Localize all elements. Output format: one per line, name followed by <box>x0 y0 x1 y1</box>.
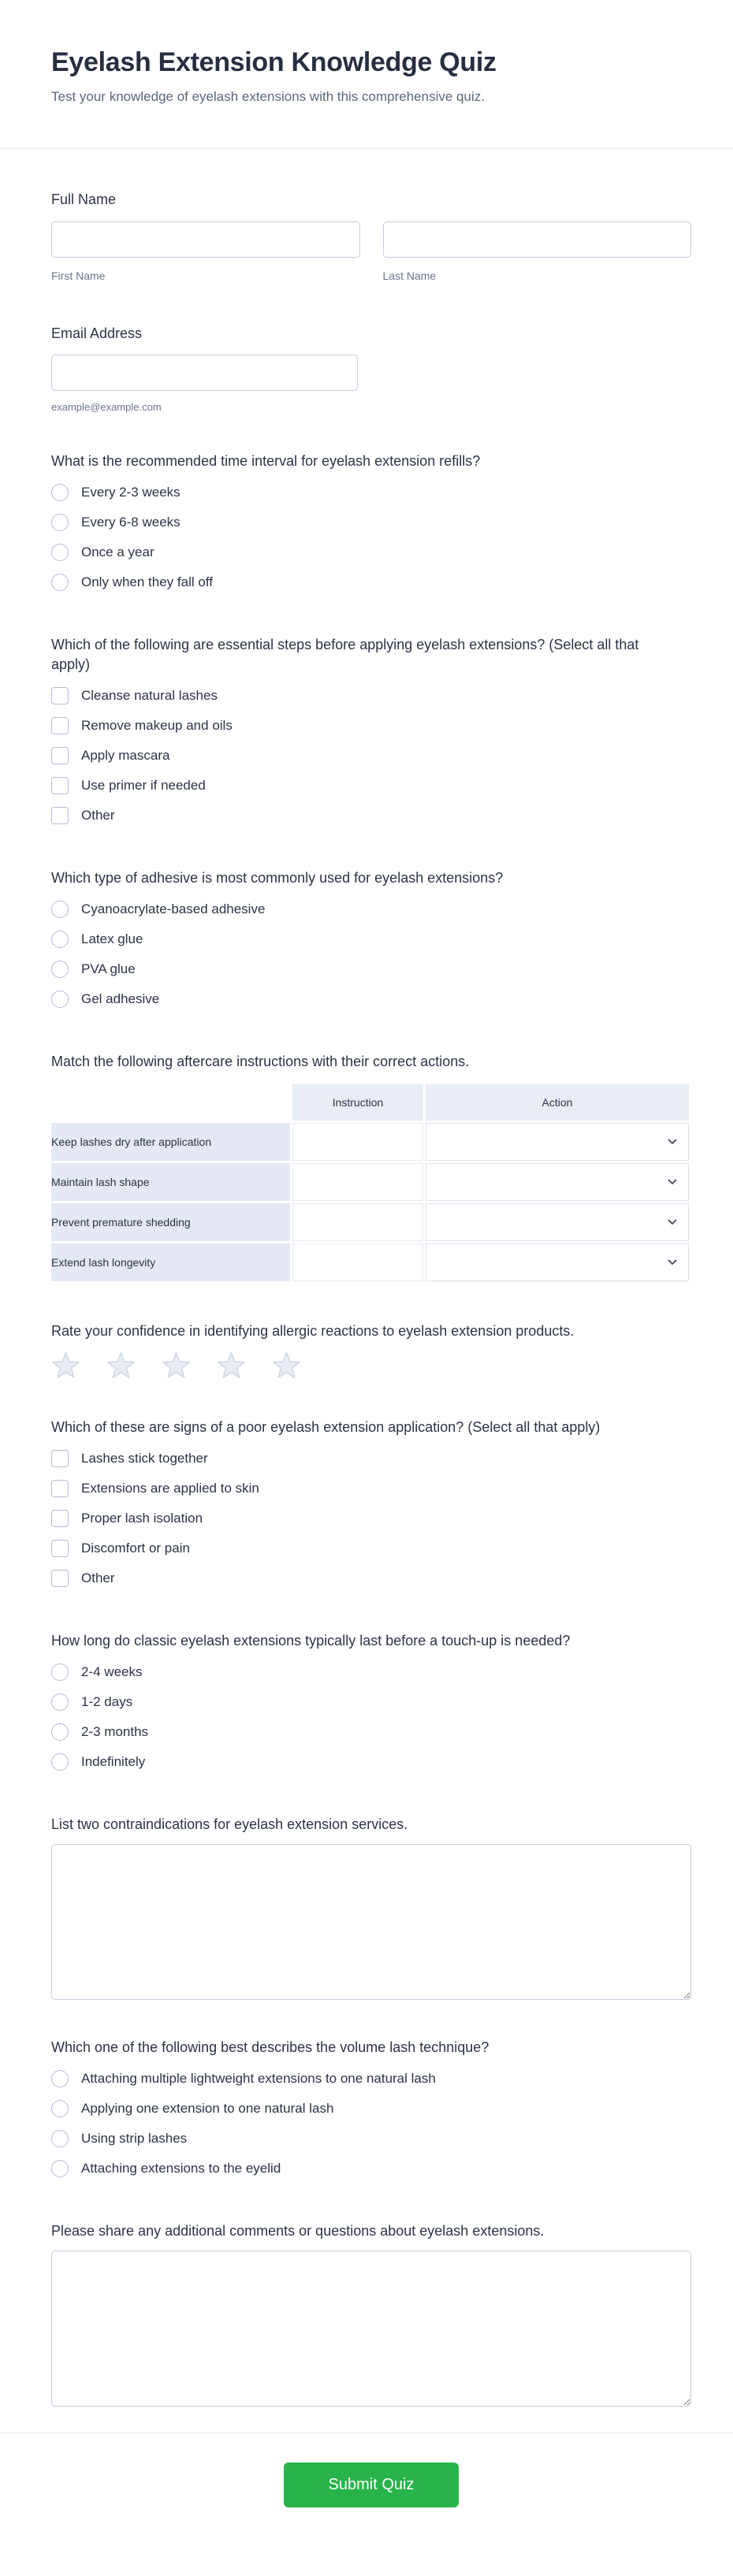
radio-option[interactable] <box>51 1717 691 1747</box>
chevron-down-icon <box>668 1139 677 1145</box>
question-label: Which type of adhesive is most commonly used for eyelash extensions? <box>51 870 504 886</box>
contraindications-textarea[interactable] <box>51 1844 691 2000</box>
radio-icon[interactable] <box>51 901 69 918</box>
checkbox-option[interactable] <box>51 1563 691 1593</box>
checkbox-option[interactable] <box>51 711 691 741</box>
radio-options <box>51 894 691 1014</box>
question-additional-comments <box>51 2221 691 2407</box>
match-table-row <box>51 1203 689 1241</box>
action-select[interactable] <box>426 1123 689 1161</box>
option-label: Using strip lashes <box>81 2131 188 2146</box>
checkbox-option[interactable] <box>51 741 691 771</box>
checkbox-option[interactable] <box>51 681 691 711</box>
option-label: Attaching extensions to the eyelid <box>81 2161 281 2176</box>
question-classic-duration <box>51 1631 691 1777</box>
name-inputs-row <box>51 221 691 258</box>
match-row-label: Prevent premature shedding <box>51 1203 290 1241</box>
option-label: Indefinitely <box>81 1754 146 1769</box>
option-label: Proper lash isolation <box>81 1511 203 1526</box>
checkbox-icon[interactable] <box>51 687 69 704</box>
match-table-row <box>51 1243 689 1281</box>
star-5[interactable] <box>272 1352 301 1380</box>
radio-option[interactable] <box>51 2124 691 2154</box>
match-row-label: Maintain lash shape <box>51 1163 290 1201</box>
star-4[interactable] <box>217 1352 246 1380</box>
column-header-instruction: Instruction <box>292 1084 423 1121</box>
option-label: Every 6-8 weeks <box>81 515 180 530</box>
star-1[interactable] <box>51 1352 80 1380</box>
option-label: Extensions are applied to skin <box>81 1481 259 1496</box>
radio-icon[interactable] <box>51 991 69 1008</box>
option-label: Cleanse natural lashes <box>81 688 218 703</box>
email-field <box>51 324 691 414</box>
star-2[interactable] <box>106 1352 136 1380</box>
question-poor-application-signs <box>51 1418 691 1593</box>
radio-icon[interactable] <box>51 574 69 591</box>
radio-option[interactable] <box>51 1657 691 1687</box>
last-name-sublabel: Last Name <box>382 269 437 282</box>
radio-options <box>51 2064 691 2184</box>
radio-icon[interactable] <box>51 1723 69 1741</box>
column-header-action: Action <box>426 1084 689 1121</box>
question-adhesive-type <box>51 868 691 1014</box>
match-table-row <box>51 1163 689 1201</box>
match-table-row <box>51 1123 689 1161</box>
star-3[interactable] <box>162 1352 191 1380</box>
match-table <box>49 1082 691 1284</box>
checkbox-icon[interactable] <box>51 1450 69 1467</box>
submit-button[interactable]: Submit Quiz <box>284 2463 459 2507</box>
question-label: Please share any additional comments or questions about eyelash extensions. <box>51 2223 545 2239</box>
radio-option[interactable] <box>51 1747 691 1777</box>
radio-option[interactable] <box>51 2064 691 2094</box>
radio-icon[interactable] <box>51 1663 69 1681</box>
instruction-cell[interactable] <box>292 1243 423 1281</box>
radio-option[interactable] <box>51 478 691 507</box>
action-select[interactable] <box>426 1203 689 1241</box>
checkbox-icon[interactable] <box>51 777 69 794</box>
page-title: Eyelash Extension Knowledge Quiz <box>51 47 497 77</box>
checkbox-option[interactable] <box>51 801 691 831</box>
option-label: Applying one extension to one natural lash <box>81 2101 334 2116</box>
chevron-down-icon <box>668 1219 677 1225</box>
question-essential-steps <box>51 635 691 831</box>
last-name-input[interactable] <box>383 221 692 258</box>
question-label: What is the recommended time interval for eyelash extension refills? <box>51 453 481 469</box>
question-label: How long do classic eyelash extensions typically last before a touch-up is needed? <box>51 1633 571 1649</box>
option-label: PVA glue <box>81 961 136 976</box>
radio-icon[interactable] <box>51 961 69 978</box>
checkbox-options <box>51 1444 691 1593</box>
option-label: Only when they fall off <box>81 574 213 589</box>
checkbox-icon[interactable] <box>51 747 69 764</box>
checkbox-option[interactable] <box>51 1504 691 1533</box>
action-select[interactable] <box>426 1243 689 1281</box>
question-confidence-rating <box>51 1321 691 1380</box>
radio-option[interactable] <box>51 1687 691 1717</box>
radio-icon[interactable] <box>51 1753 69 1771</box>
question-contraindications <box>51 1815 691 2000</box>
email-label: Email Address <box>51 325 143 341</box>
star-icon <box>217 1352 246 1380</box>
radio-icon[interactable] <box>51 2160 69 2177</box>
question-label: List two contraindications for eyelash extension services. <box>51 1816 408 1832</box>
option-label: Discomfort or pain <box>81 1541 190 1556</box>
full-name-field <box>51 190 691 283</box>
option-label: Apply mascara <box>81 748 170 763</box>
option-label: Once a year <box>81 545 154 559</box>
option-label: 2-3 months <box>81 1724 149 1739</box>
instruction-cell[interactable] <box>292 1163 423 1201</box>
question-aftercare-match <box>51 1052 691 1284</box>
star-icon <box>51 1352 80 1380</box>
question-label: Match the following aftercare instructions with their correct actions. <box>51 1054 470 1069</box>
name-sublabels-row <box>51 269 691 283</box>
checkbox-option[interactable] <box>51 1444 691 1474</box>
option-label: Lashes stick together <box>81 1451 208 1466</box>
star-icon <box>272 1352 301 1380</box>
option-label: Latex glue <box>81 931 143 946</box>
email-input[interactable] <box>51 355 358 391</box>
radio-option[interactable] <box>51 894 691 924</box>
radio-icon[interactable] <box>51 931 69 948</box>
radio-option[interactable] <box>51 507 691 537</box>
match-row-label: Keep lashes dry after application <box>51 1123 290 1161</box>
blank-header-cell <box>51 1084 290 1121</box>
option-label: Other <box>81 808 115 823</box>
checkbox-icon[interactable] <box>51 1570 69 1587</box>
radio-icon[interactable] <box>51 544 69 561</box>
question-refill-interval <box>51 452 691 597</box>
option-label: Use primer if needed <box>81 778 206 793</box>
chevron-down-icon <box>668 1259 677 1266</box>
checkbox-icon[interactable] <box>51 807 69 824</box>
checkbox-options <box>51 681 691 831</box>
radio-option[interactable] <box>51 537 691 567</box>
option-label: Gel adhesive <box>81 991 160 1006</box>
radio-option[interactable] <box>51 954 691 984</box>
option-label: Every 2-3 weeks <box>81 485 180 500</box>
checkbox-option[interactable] <box>51 1474 691 1504</box>
question-label: Rate your confidence in identifying allergic reactions to eyelash extension products. <box>51 1323 575 1339</box>
radio-option[interactable] <box>51 567 691 597</box>
section-divider-top <box>0 148 733 149</box>
checkbox-icon[interactable] <box>51 1480 69 1497</box>
radio-icon[interactable] <box>51 2100 69 2117</box>
question-volume-technique <box>51 2038 691 2184</box>
email-sublabel: example@example.com <box>51 401 162 413</box>
first-name-input[interactable] <box>51 221 360 258</box>
radio-option[interactable] <box>51 984 691 1014</box>
checkbox-option[interactable] <box>51 1533 691 1563</box>
instruction-cell[interactable] <box>292 1203 423 1241</box>
radio-options <box>51 478 691 597</box>
first-name-sublabel: First Name <box>51 269 106 282</box>
checkbox-icon[interactable] <box>51 1510 69 1527</box>
question-label: Which one of the following best describes the volume lash technique? <box>51 2039 489 2055</box>
star-icon <box>106 1352 136 1380</box>
radio-icon[interactable] <box>51 2070 69 2087</box>
radio-icon[interactable] <box>51 514 69 531</box>
instruction-cell[interactable] <box>292 1123 423 1161</box>
star-icon <box>162 1352 191 1380</box>
radio-icon[interactable] <box>51 2130 69 2147</box>
comments-textarea[interactable] <box>51 2251 691 2407</box>
option-label: Attaching multiple lightweight extensions to one natural lash <box>81 2071 436 2086</box>
radio-option[interactable] <box>51 2094 691 2124</box>
checkbox-icon[interactable] <box>51 717 69 734</box>
radio-icon[interactable] <box>51 1693 69 1711</box>
checkbox-icon[interactable] <box>51 1540 69 1557</box>
option-label: Remove makeup and oils <box>81 718 233 733</box>
question-label: Which of the following are essential steps before applying eyelash extensions? (Select all that apply) <box>51 637 639 672</box>
radio-option[interactable] <box>51 2154 691 2184</box>
option-label: Other <box>81 1571 115 1585</box>
action-select[interactable] <box>426 1163 689 1201</box>
page-subtitle: Test your knowledge of eyelash extensions with this comprehensive quiz. <box>51 89 485 104</box>
radio-option[interactable] <box>51 924 691 954</box>
question-label: Which of these are signs of a poor eyelash extension application? (Select all that apply) <box>51 1419 601 1435</box>
radio-icon[interactable] <box>51 484 69 501</box>
chevron-down-icon <box>668 1179 677 1185</box>
checkbox-option[interactable] <box>51 771 691 801</box>
match-row-label: Extend lash longevity <box>51 1243 290 1281</box>
full-name-label: Full Name <box>51 191 117 207</box>
option-label: 2-4 weeks <box>81 1664 143 1679</box>
radio-options <box>51 1657 691 1777</box>
option-label: 1-2 days <box>81 1694 133 1709</box>
star-rating <box>51 1352 691 1380</box>
option-label: Cyanoacrylate-based adhesive <box>81 901 266 916</box>
